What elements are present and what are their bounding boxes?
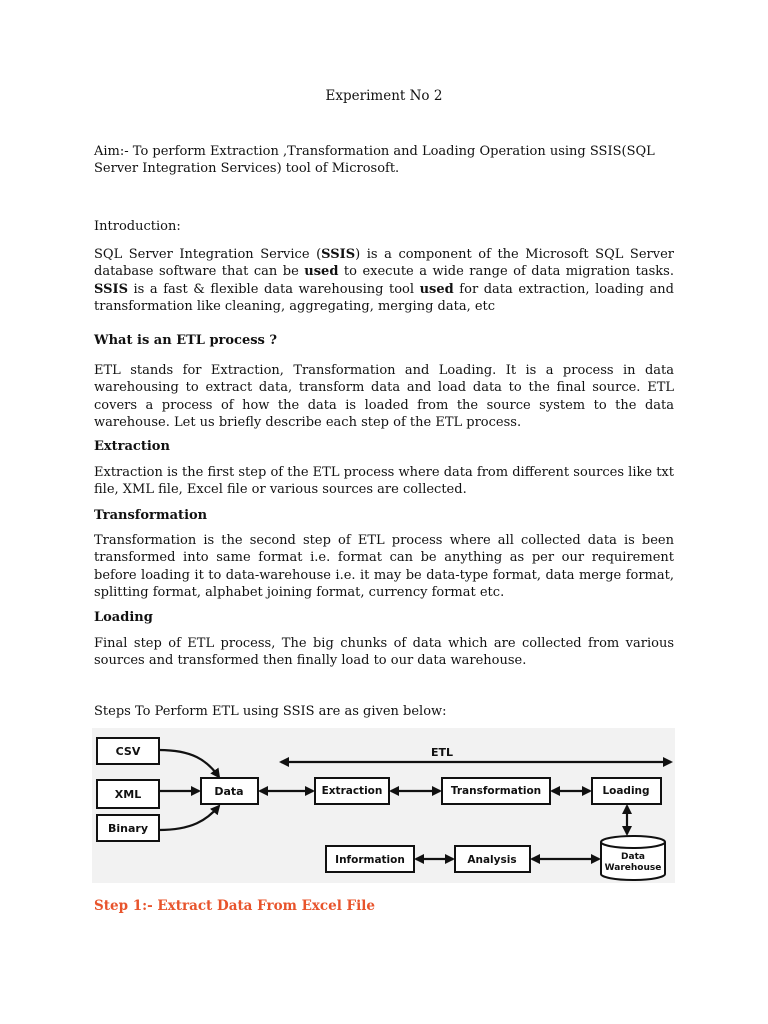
step-1-heading: Step 1:- Extract Data From Excel File	[94, 898, 375, 914]
binary-arrow	[159, 806, 219, 830]
xml-label: XML	[114, 788, 142, 801]
etl-label: ETL	[430, 746, 454, 759]
intro-text: SQL Server Integration Service (	[94, 247, 322, 262]
analysis-label: Analysis	[467, 854, 517, 866]
warehouse-label-line-2: Warehouse	[604, 863, 662, 873]
data-label: Data	[214, 785, 244, 798]
intro-bold: SSIS	[94, 281, 128, 297]
aim-line-1: Aim:- To perform Extraction ,Transformation and Loading Operation using SSIS(SQL	[94, 144, 655, 159]
transformation-paragraph: Transformation is the second step of ETL process where all collected data is been transformed into same format i.e. format can be anything as per our requirement before loading it to data-warehouse i.e. it may be data-type format, data merge format, splitting format, alphabet joining format, currency format etc.	[94, 533, 674, 600]
transformation-label: Transformation	[450, 785, 542, 797]
aim-line-2: Server Integration Services) tool of Microsoft.	[94, 161, 400, 177]
document-title: Experiment No 2	[325, 88, 443, 104]
extraction-heading: Extraction	[94, 439, 170, 454]
csv-arrow	[159, 750, 219, 777]
intro-bold: used	[304, 264, 339, 280]
warehouse-label-line-1: Data	[621, 852, 645, 862]
steps-intro: Steps To Perform ETL using SSIS are as given below:	[94, 704, 447, 719]
intro-text: ) is a component of the Microsoft SQL Server database software that can be	[94, 247, 674, 280]
intro-paragraph	[94, 246, 674, 315]
aim-paragraph	[94, 143, 674, 178]
introduction-heading: Introduction:	[94, 219, 181, 234]
etl-diagram-svg	[92, 728, 675, 883]
intro-text: for data extraction, loading and transformation like cleaning, aggregating, merging data, etc	[94, 281, 675, 314]
intro-text: is a fast & flexible data warehousing tool	[127, 281, 420, 297]
intro-bold: SSIS	[321, 247, 356, 262]
loading-label: Loading	[602, 785, 650, 797]
etl-heading: What is an ETL process ?	[94, 333, 278, 348]
extraction-label: Extraction	[321, 785, 383, 797]
loading-paragraph: Final step of ETL process, The big chunks of data which are collected from various sources and transformed then finally load to our data warehouse.	[94, 636, 674, 669]
loading-heading: Loading	[94, 610, 153, 625]
extraction-paragraph: Extraction is the first step of the ETL process where data from different sources like txt file, XML file, Excel file or various sources are collected.	[94, 465, 674, 498]
information-label: Information	[335, 854, 405, 866]
etl-diagram	[92, 728, 675, 883]
binary-label: Binary	[107, 822, 149, 835]
intro-bold: used	[419, 281, 454, 297]
etl-paragraph: ETL stands for Extraction, Transformation and Loading. It is a process in data warehousing to extract data, transform data and load data to the final source. ETL covers a process of how the data is loaded from the source system to the data warehouse. Let us briefly describe each step of the ETL process.	[94, 363, 674, 430]
csv-label: CSV	[115, 745, 141, 758]
intro-text: to execute a wide range of data migration tasks.	[338, 264, 674, 280]
transformation-heading: Transformation	[94, 508, 208, 523]
